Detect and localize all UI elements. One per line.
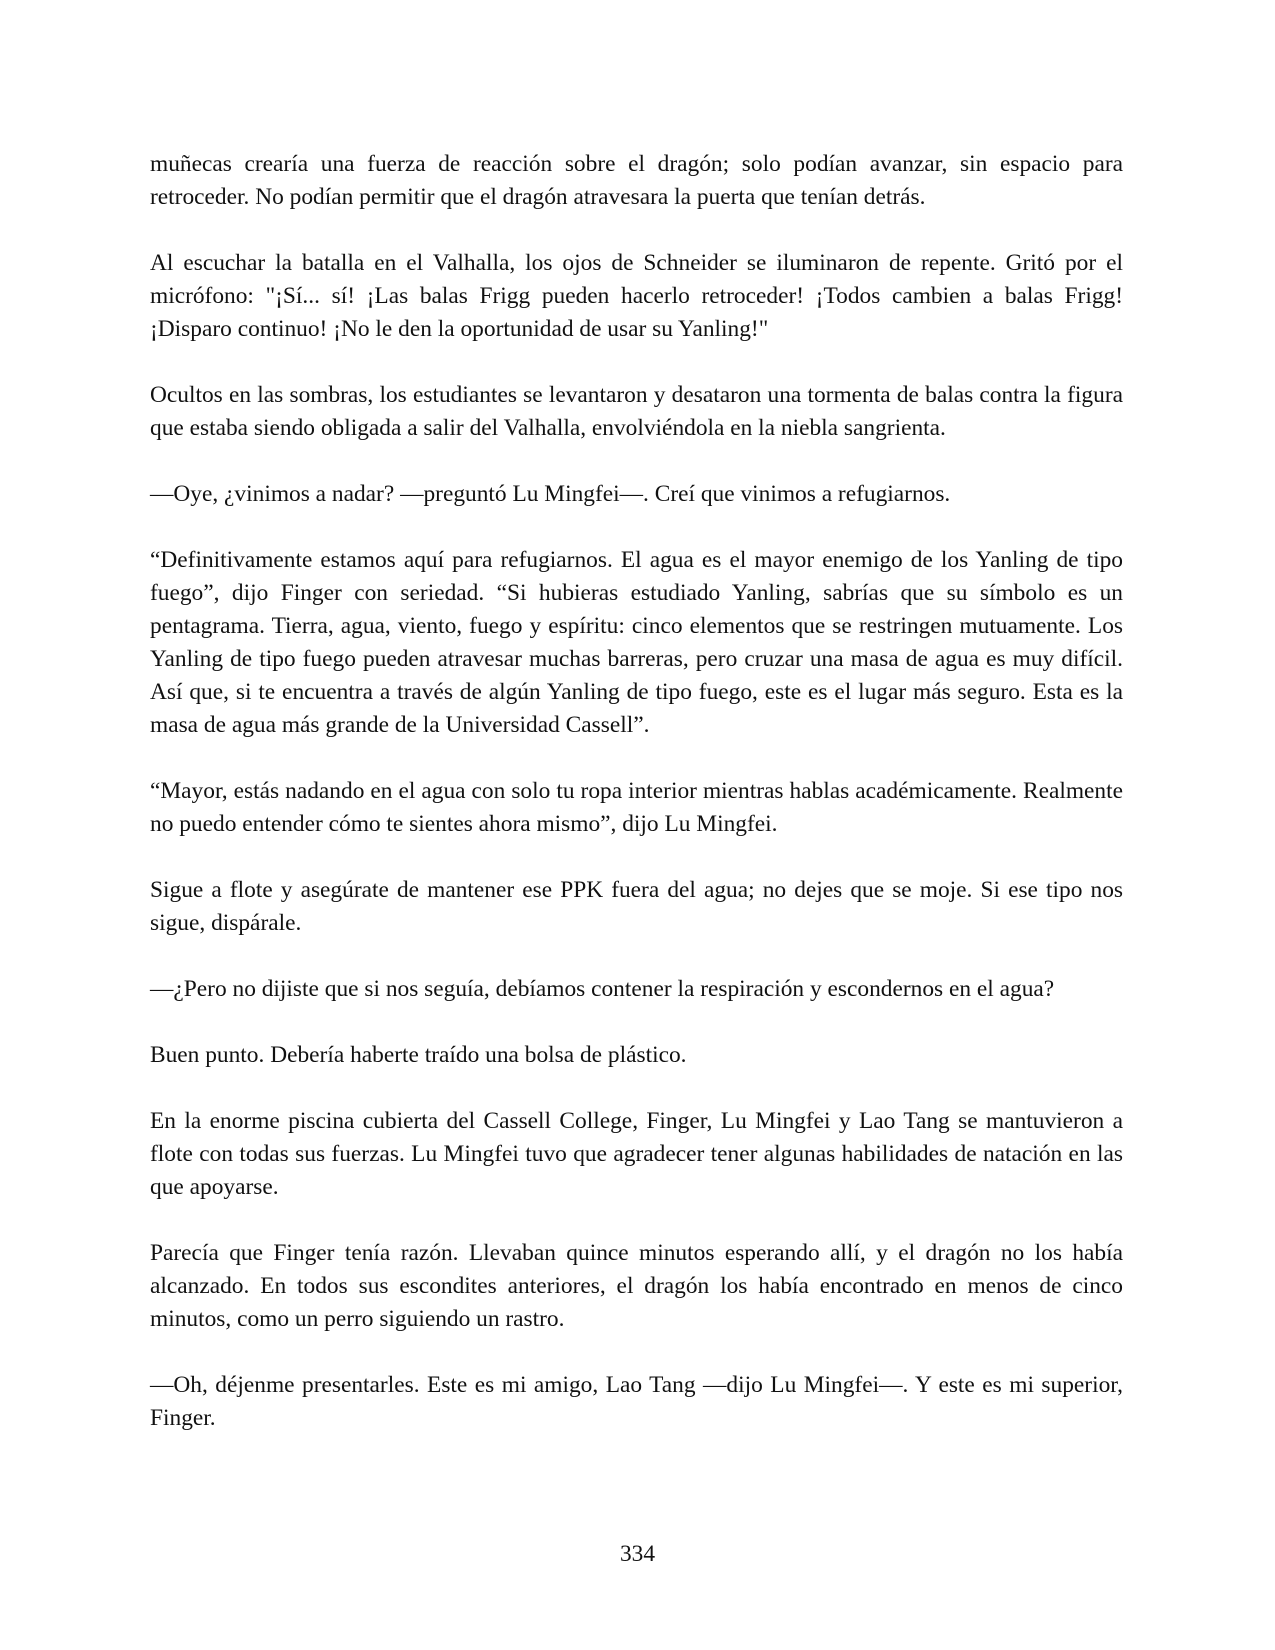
- paragraph: En la enorme piscina cubierta del Cassell College, Finger, Lu Mingfei y Lao Tang se mantuvieron a flote con todas sus fuerzas. Lu Mingfei tuvo que agradecer tener algunas habilidades de natación en las que apoyarse.: [150, 1108, 1123, 1200]
- paragraph: Buen punto. Debería haberte traído una bolsa de plástico.: [150, 1042, 687, 1068]
- body-text: [150, 148, 1123, 1468]
- paragraph: Sigue a flote y asegúrate de mantener ese PPK fuera del agua; no dejes que se moje. Si ese tipo nos sigue, dispárale.: [150, 877, 1123, 936]
- paragraph: Al escuchar la batalla en el Valhalla, los ojos de Schneider se iluminaron de repente. Gritó por el micrófono: "¡Sí... sí! ¡Las balas Frigg pueden hacerlo retroceder! ¡Todos cambien a balas Frigg! ¡Disparo continuo! ¡No le den la oportunidad de usar su Yanling!": [150, 250, 1123, 342]
- paragraph: Parecía que Finger tenía razón. Llevaban quince minutos esperando allí, y el dragón no los había alcanzado. En todos sus escondites anteriores, el dragón los había encontrado en menos de cinco minutos, como un perro siguiendo un rastro.: [150, 1240, 1123, 1332]
- paragraph: “Definitivamente estamos aquí para refugiarnos. El agua es el mayor enemigo de los Yanling de tipo fuego”, dijo Finger con seriedad. “Si hubieras estudiado Yanling, sabrías que su símbolo es un pentagrama. Tierra, agua, viento, fuego y espíritu: cinco elementos que se restringen mutuamente. Los Yanling de tipo fuego pueden atravesar muchas barreras, pero cruzar una masa de agua es muy difícil. Así que, si te encuentra a través de algún Yanling de tipo fuego, este es el lugar más seguro. Esta es la masa de agua más grande de la Universidad Cassell”.: [150, 547, 1123, 738]
- paragraph: Ocultos en las sombras, los estudiantes se levantaron y desataron una tormenta de balas contra la figura que estaba siendo obligada a salir del Valhalla, envolviéndola en la niebla sangrienta.: [150, 382, 1123, 441]
- paragraph: —¿Pero no dijiste que si nos seguía, debíamos contener la respiración y escondernos en el agua?: [150, 976, 1055, 1002]
- paragraph: —Oh, déjenme presentarles. Este es mi amigo, Lao Tang —dijo Lu Mingfei—. Y este es mi superior, Finger.: [150, 1372, 1123, 1431]
- paragraph: —Oye, ¿vinimos a nadar? —preguntó Lu Mingfei—. Creí que vinimos a refugiarnos.: [150, 481, 951, 507]
- paragraph: “Mayor, estás nadando en el agua con solo tu ropa interior mientras hablas académicamente. Realmente no puedo entender cómo te sientes ahora mismo”, dijo Lu Mingfei.: [150, 778, 1123, 837]
- page-number: 334: [619, 1541, 656, 1567]
- paragraph: muñecas crearía una fuerza de reacción sobre el dragón; solo podían avanzar, sin espacio para retroceder. No podían permitir que el dragón atravesara la puerta que tenían detrás.: [150, 151, 1123, 210]
